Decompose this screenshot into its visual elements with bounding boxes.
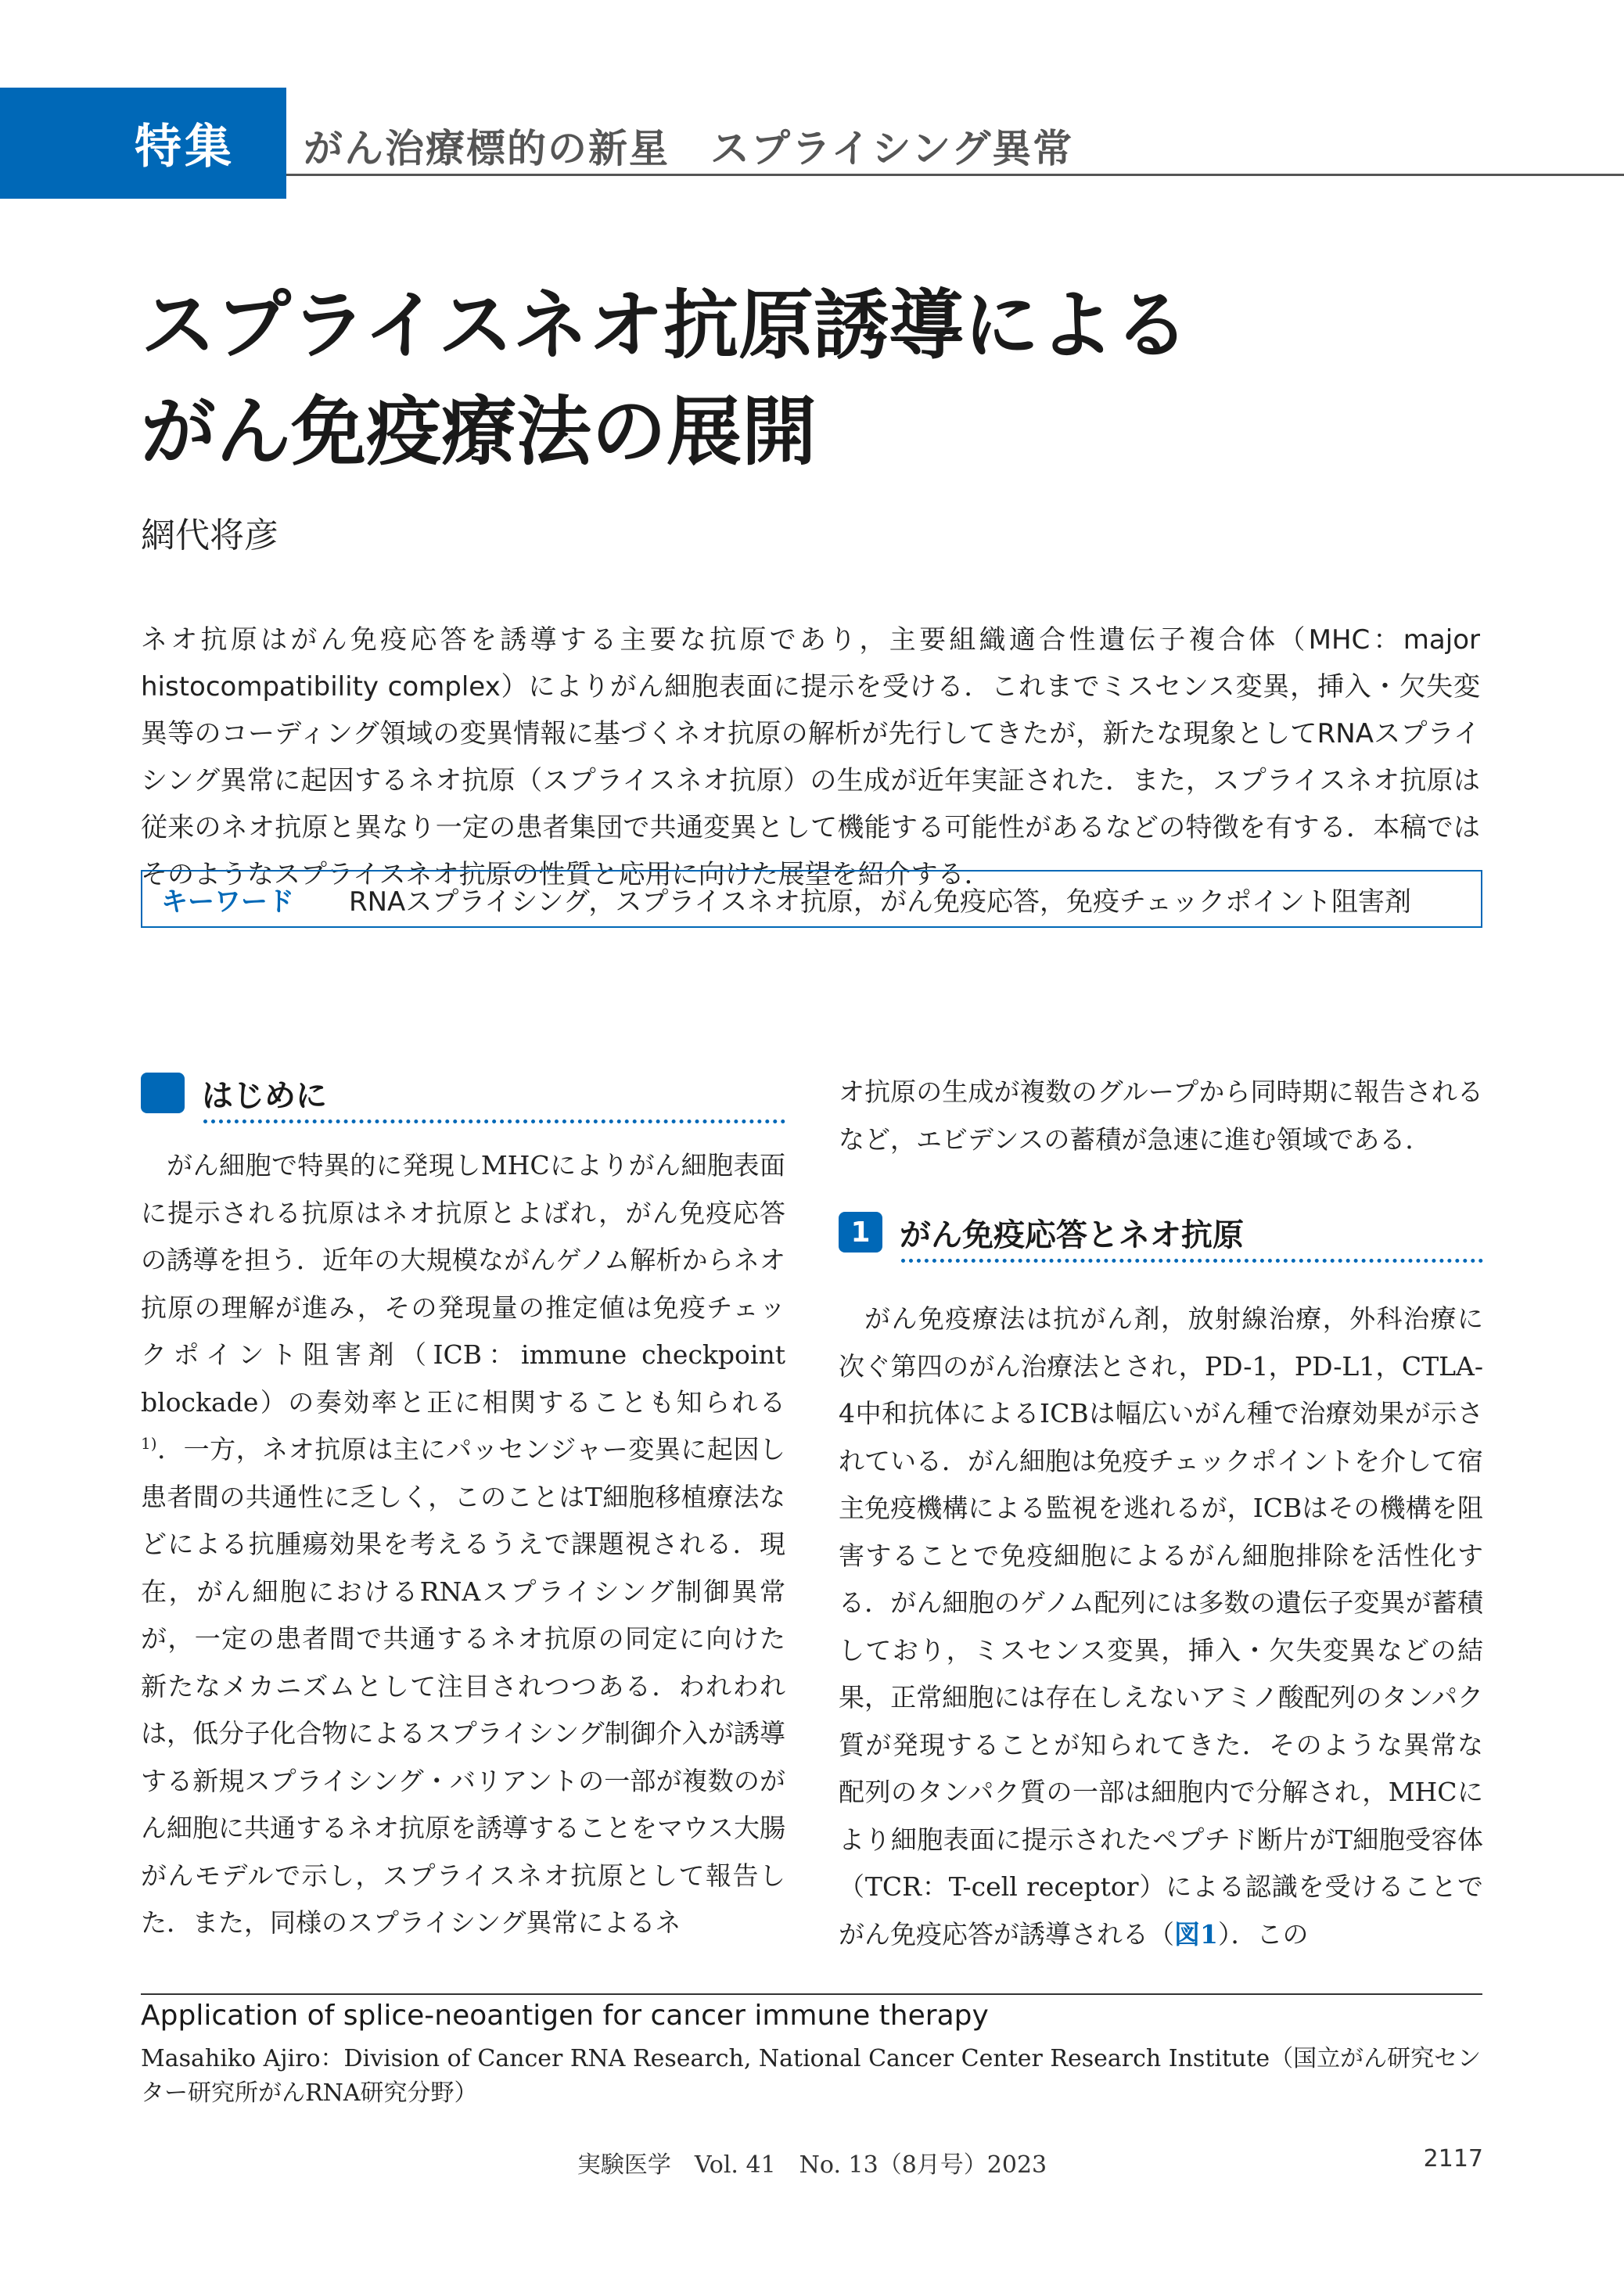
citation-ref: 1)	[141, 1434, 157, 1453]
intro-heading	[141, 1066, 785, 1120]
feature-label: 特集	[0, 88, 286, 199]
journal-info: 実験医学 Vol. 41 No. 13（8月号）2023	[577, 2151, 1047, 2179]
right-column-top	[839, 1069, 1483, 1163]
intro-text-a: がん細胞で特異的に発現しMHCによりがん細胞表面に提示される抗原はネオ抗原とよばれ，がん免疫応答の誘導を担う．近年の大規模ながんゲノム解析からネオ抗原の理解が進み，その発現量の推定値は免疫チェックポイント阻害剤（ICB：immune checkpoint blockade）の奏効率と正に相関することも知られる	[141, 1150, 785, 1418]
section-1-heading	[839, 1205, 1483, 1260]
section-marker-icon	[141, 1073, 185, 1113]
left-column	[141, 1142, 785, 1947]
author-name: 網代将彦	[141, 516, 278, 555]
header-rule	[286, 174, 1624, 176]
author-affiliation: Masahiko Ajiro：Division of Cancer RNA Research, National Cancer Center Research Institute（国立がん研究センター研究所がんRNA研究分野）	[141, 2045, 1482, 2107]
intro-paragraph	[141, 1142, 785, 1947]
section-1-heading-text: がん免疫応答とネオ抗原	[900, 1217, 1244, 1253]
title-line-1: スプライスネオ抗原誘導による	[141, 282, 1190, 369]
footer-rule	[141, 1993, 1482, 1995]
figure-1-link[interactable]: 図1	[1174, 1918, 1218, 1950]
section-1-paragraph	[839, 1296, 1483, 1958]
page-number: 2117	[1423, 2145, 1483, 2173]
keyword-list: RNAスプライシング，スプライスネオ抗原，がん免疫応答，免疫チェックポイント阻害剤	[349, 886, 1412, 918]
section-1-text-b: ）．この	[1217, 1918, 1309, 1950]
intro-heading-text: はじめに	[202, 1077, 327, 1114]
section-1-text-a: がん免疫療法は抗がん剤，放射線治療，外科治療に次ぐ第四のがん治療法とされ，PD-1，PD-L1，CTLA-4中和抗体によるICBは幅広いがん種で治療効果が示されている．がん細胞は免疫チェックポイントを介して宿主免疫機構による監視を逃れるが，ICBはその機構を阻害することで免疫細胞によるがん細胞排除を活性化する．がん細胞のゲノム配列には多数の遺伝子変異が蓄積しており，ミスセンス変異，挿入・欠失変異などの結果，正常細胞には存在しえないアミノ酸配列のタンパク質が発現することが知られてきた．そのような異常な配列のタンパク質の一部は細胞内で分解され，MHCにより細胞表面に提示されたペプチド断片がT細胞受容体（TCR：T-cell receptor）による認識を受けることでがん免疫応答が誘導される（	[839, 1303, 1484, 1950]
right-column-body	[839, 1296, 1483, 1958]
keyword-label: キーワード	[161, 886, 294, 918]
abstract-text: ネオ抗原はがん免疫応答を誘導する主要な抗原であり，主要組織適合性遺伝子複合体（MHC：major histocompatibility complex）によりがん細胞表面に提示を受ける．これまでミスセンス変異，挿入・欠失変異等のコーディング領域の変異情報に基づくネオ抗原の解析が先行してきたが，新たな現象としてRNAスプライシング異常に起因するネオ抗原（スプライスネオ抗原）の生成が近年実証された．また，スプライスネオ抗原は従来のネオ抗原と異なり一定の患者集団で共通変異として機能する可能性があるなどの特徴を有する．本稿ではそのようなスプライスネオ抗原の性質と応用に向けた展望を紹介する．	[141, 624, 1480, 890]
section-number: 1	[839, 1212, 882, 1253]
title-line-2: がん免疫療法の展開	[141, 388, 817, 476]
keyword-box	[141, 870, 1482, 928]
heading-dotted-rule	[203, 1120, 785, 1123]
intro-continuation: オ抗原の生成が複数のグループから同時期に報告されるなど，エビデンスの蓄積が急速に進む領域である．	[839, 1076, 1483, 1155]
article-title	[141, 272, 1471, 485]
english-title: Application of splice-neoantigen for cancer immune therapy	[141, 2000, 989, 2032]
intro-text-b: ．一方，ネオ抗原は主にパッセンジャー変異に起因し患者間の共通性に乏しく，このことはT細胞移植療法などによる抗腫瘍効果を考えるうえで課題視される．現在，がん細胞におけるRNAスプライシング制御異常が，一定の患者間で共通するネオ抗原の同定に向けた新たなメカニズムとして注目されつつある．われわれは，低分子化合物によるスプライシング制御介入が誘導する新規スプライシング・バリアントの一部が複数のがん細胞に共通するネオ抗原を誘導することをマウス大腸がんモデルで示し，スプライスネオ抗原として報告した．また，同様のスプライシング異常によるネ	[141, 1434, 786, 1938]
heading-dotted-rule	[901, 1259, 1483, 1263]
feature-subtitle: がん治療標的の新星 スプライシング異常	[304, 126, 1074, 171]
abstract	[141, 616, 1480, 898]
